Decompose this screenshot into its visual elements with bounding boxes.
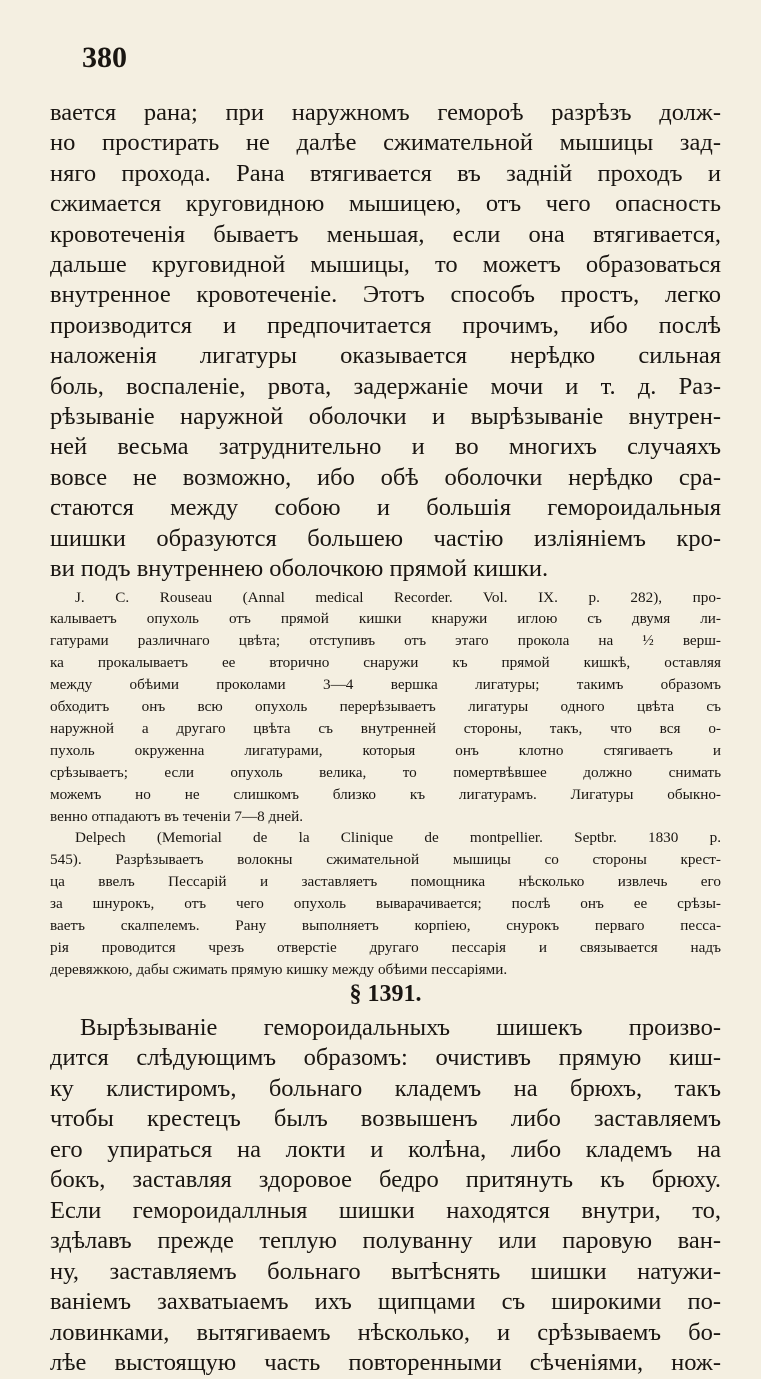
text-line: ку клистиромъ, больнаго кладемъ на брюхъ, такъ: [50, 1074, 721, 1102]
text-line: но простирать не далѣе сжимательной мышицы зад-: [50, 129, 721, 157]
footnote-line: пухоль окруженна лигатурами, которыя онъ клотно стягиваетъ и: [50, 741, 721, 759]
footnote-line: обходитъ онъ всю опухоль перерѣзываетъ лигатуры одного цвѣта съ: [50, 698, 721, 716]
text-line: вается рана; при наружномъ гемороѣ разрѣзъ долж-: [50, 99, 721, 126]
footnote-line: ка прокалываетъ ее вторично снаружи къ прямой кишкѣ, оставляя: [50, 654, 721, 672]
footnote: [50, 587, 721, 828]
main-paragraph: [50, 98, 721, 585]
footnote-line: деревяжкою, дабы сжимать прямую кишку между обѣими пессаріями.: [50, 960, 508, 978]
text-line: дальше круговидной мышицы, то можетъ образоваться: [50, 251, 721, 279]
footnote-line: ваетъ скалпелемъ. Рану выполняетъ корпіею, снурокъ перваго песса-: [50, 917, 721, 935]
footnote-line: за шнурокъ, отъ чего опухоль выварачивается; послѣ онъ ее срѣзы-: [50, 895, 721, 913]
text-line: боль, воспаленіе, рвота, задержаніе мочи и т. д. Раз-: [50, 372, 721, 400]
footnote-line: рія проводится чрезъ отверстіе другаго пессарія и связывается надъ: [50, 939, 721, 956]
footnote-line: калываетъ опухоль отъ прямой кишки кнаружи иглою съ двумя ли-: [50, 610, 721, 628]
footnote: [50, 827, 721, 980]
text-line: сжимается круговидною мышицею, отъ чего опасность: [50, 190, 721, 218]
text-line: дится слѣдующимъ образомъ: очистивъ прямую киш-: [50, 1044, 721, 1072]
page-number: 380: [82, 41, 127, 74]
text-line: вовсе не возможно, ибо обѣ оболочки нерѣдко сра-: [50, 463, 721, 491]
section-body: [50, 1013, 721, 1379]
text-line: кровотеченія бываетъ меньшая, если она втягивается,: [50, 220, 721, 248]
footnote-line: можемъ но не слишкомъ близко къ лигатурамъ. Лигатуры обыкно-: [50, 785, 721, 803]
text-line: шишки образуются большею частію изліяніемъ кро-: [50, 524, 721, 552]
text-line: его упираться на локти и колѣна, либо кладемъ на: [50, 1135, 721, 1163]
text-line: ви подъ внутреннею оболочкою прямой кишки.: [50, 555, 549, 583]
footnote-line: гатурами различнаго цвѣта; отступивъ отъ этаго прокола на ½ верш-: [50, 632, 721, 650]
text-line: ней весьма затруднительно и во многихъ случаяхъ: [50, 433, 721, 461]
footnote-line: 545). Разрѣзываетъ волокны сжимательной мышицы со стороны крест-: [50, 851, 721, 869]
text-line: здѣлавъ прежде теплую полуванну или паровую ван-: [50, 1227, 721, 1255]
text-line: ловинками, вытягиваемъ нѣсколько, и срѣзываемъ бо-: [50, 1318, 721, 1346]
section-heading: § 1391.: [349, 980, 422, 1007]
text-line: Если гемороидаллныя шишки находятся внутри, то,: [50, 1196, 721, 1224]
text-line: ваніемъ захватыаемъ ихъ щипцами съ широкими по-: [50, 1288, 721, 1316]
text-line: ну, заставляемъ больнаго вытѣснять шишки натужи-: [50, 1257, 721, 1285]
footnote-line: срѣзываетъ; если опухоль велика, то помертвѣвшее должно снимать: [50, 763, 721, 781]
text-line: внутренное кровотеченіе. Этотъ способъ простъ, легко: [50, 281, 721, 309]
footnotes: [50, 587, 721, 981]
text-line: бокъ, заставляя здоровое бедро притянуть къ брюху.: [50, 1166, 721, 1194]
text-line: Вырѣзываніе гемороидальныхъ шишекъ произво-: [80, 1013, 721, 1041]
footnote-line: Delpech (Memorial de la Clinique de montpellier. Septbr. 1830 p.: [75, 829, 721, 847]
text-line: наложенія лигатуры оказывается нерѣдко сильная: [50, 342, 721, 370]
footnote-line: наружной а другаго цвѣта съ внутренней стороны, такъ, что вся о-: [50, 719, 721, 737]
text-line: производится и предпочитается прочимъ, ибо послѣ: [50, 311, 721, 339]
footnote-line: J. C. Rouseau (Annal medical Recorder. Vol. IX. p. 282), про-: [75, 588, 721, 606]
text-line: лѣе выстоящую часть повторенными сѣченіями, нож-: [50, 1349, 721, 1377]
footnote-line: венно отпадаютъ въ теченіи 7—8 дней.: [50, 807, 304, 825]
text-line: стаются между собою и большiя геморoидальныя: [50, 494, 721, 522]
text-line: няго прохода. Рана втягивается въ задній проходъ и: [50, 159, 721, 187]
text-line: чтобы крестецъ былъ возвышенъ либо заставляемъ: [50, 1105, 721, 1133]
footnote-line: между обѣими проколами 3—4 вершка лигатуры; такимъ образомъ: [50, 676, 721, 694]
footnote-line: ца ввелъ Пессарій и заставляетъ помощника нѣсколько извлечь его: [50, 873, 721, 891]
text-line: рѣзываніе наружной оболочки и вырѣзываніе внутрен-: [50, 403, 721, 431]
